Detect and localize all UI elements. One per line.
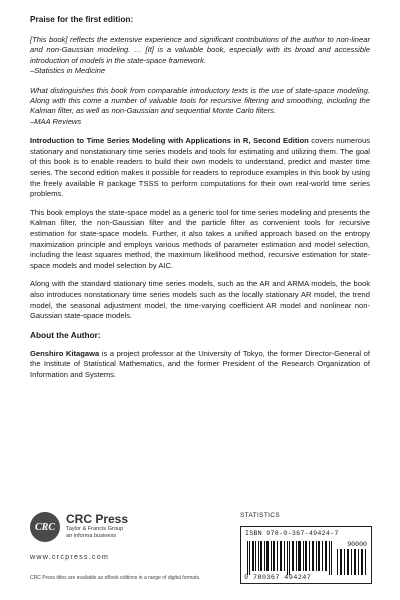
- publisher-name: CRC Press: [66, 512, 129, 526]
- isbn-text: ISBN 978-0-367-49424-7: [245, 530, 339, 537]
- praise-quote-2: What distinguishes this book from comparable introductory texts is the use of state-space modeling. Along with this come a number of valuable tools for recursive filtering and smoothing, including the Kalman filter, as well as non-Gaussian and sequential Monte Carlo filters.: [30, 85, 370, 116]
- about-author-heading: About the Author:: [30, 329, 101, 340]
- subject-category: STATISTICS: [240, 512, 280, 519]
- author-bio-text: is a project professor at the University of Tokyo, the former Director-General of the Institute of Statistical Mathematics, and the former President of the Research Organization of Information and Systems.: [30, 348, 370, 379]
- ebook-note: CRC Press titles are available as eBook editions in a range of digital formats.: [30, 575, 201, 581]
- praise-source-2: –MAA Reviews: [30, 116, 82, 126]
- barcode-box: [240, 526, 372, 584]
- author-name: Genshiro Kitagawa: [30, 348, 100, 358]
- author-bio: [30, 349, 370, 381]
- description-text-1: covers numerous stationary and nonstationary time series models and tools for estimating and utilizing them. The goal of this book is to enable readers to build their own models to understand, predict and master time series. The second edition makes it possible for readers to reproduce examples in this book by using the freely available R package TSSS to perform computations for their own real-world time series problems.: [30, 136, 370, 199]
- praise-source-1: –Statistics in Medicine: [30, 66, 106, 76]
- description-paragraph-2: This book employs the state-space model as a generic tool for time series modeling and presents the Kalman filter, the non-Gaussian filter and the particle filter as convenient tools for recursive estimation for state-space models. Further, it also takes a unified approach based on the entropy maximization principle and employs various methods of parameter estimation and model selection, including the least squares method, the maximum likelihood method, recursive estimation for state-space models and model selection by AIC.: [30, 207, 370, 270]
- crc-logo: CRC: [30, 512, 60, 542]
- praise-quote-1: [This book] reflects the extensive experience and significant contributions of the author to non-linear and non-Gaussian modeling. … [It] is a valuable book, especially with its broad and accessible introduction of models in the state-space framework.: [30, 35, 370, 65]
- price-code: 90000: [347, 541, 367, 548]
- price-barcode: [337, 549, 367, 575]
- description-paragraph-1: [30, 136, 370, 200]
- publisher-business: an informa business: [66, 533, 117, 539]
- isbn-barcode: [247, 541, 333, 575]
- cover-footer: [30, 512, 370, 592]
- description-paragraph-3: Along with the standard stationary time series models, such as the AR and ARMA models, the book also introduces nonstationary time series models such as the locally stationary AR model, the trend model, the seasonal adjustment model, the time-varying coefficient AR model and nonlinear non-Gaussian state-space models.: [30, 279, 370, 321]
- barcode-digits: 9 780367 494247: [244, 574, 312, 582]
- book-title: Introduction to Time Series Modeling with Applications in R, Second Edition: [30, 136, 309, 146]
- publisher-group: Taylor & Francis Group: [66, 526, 124, 532]
- publisher-block: [66, 513, 128, 540]
- publisher-website[interactable]: www.crcpress.com: [30, 552, 110, 561]
- praise-heading: Praise for the first edition:: [30, 14, 134, 24]
